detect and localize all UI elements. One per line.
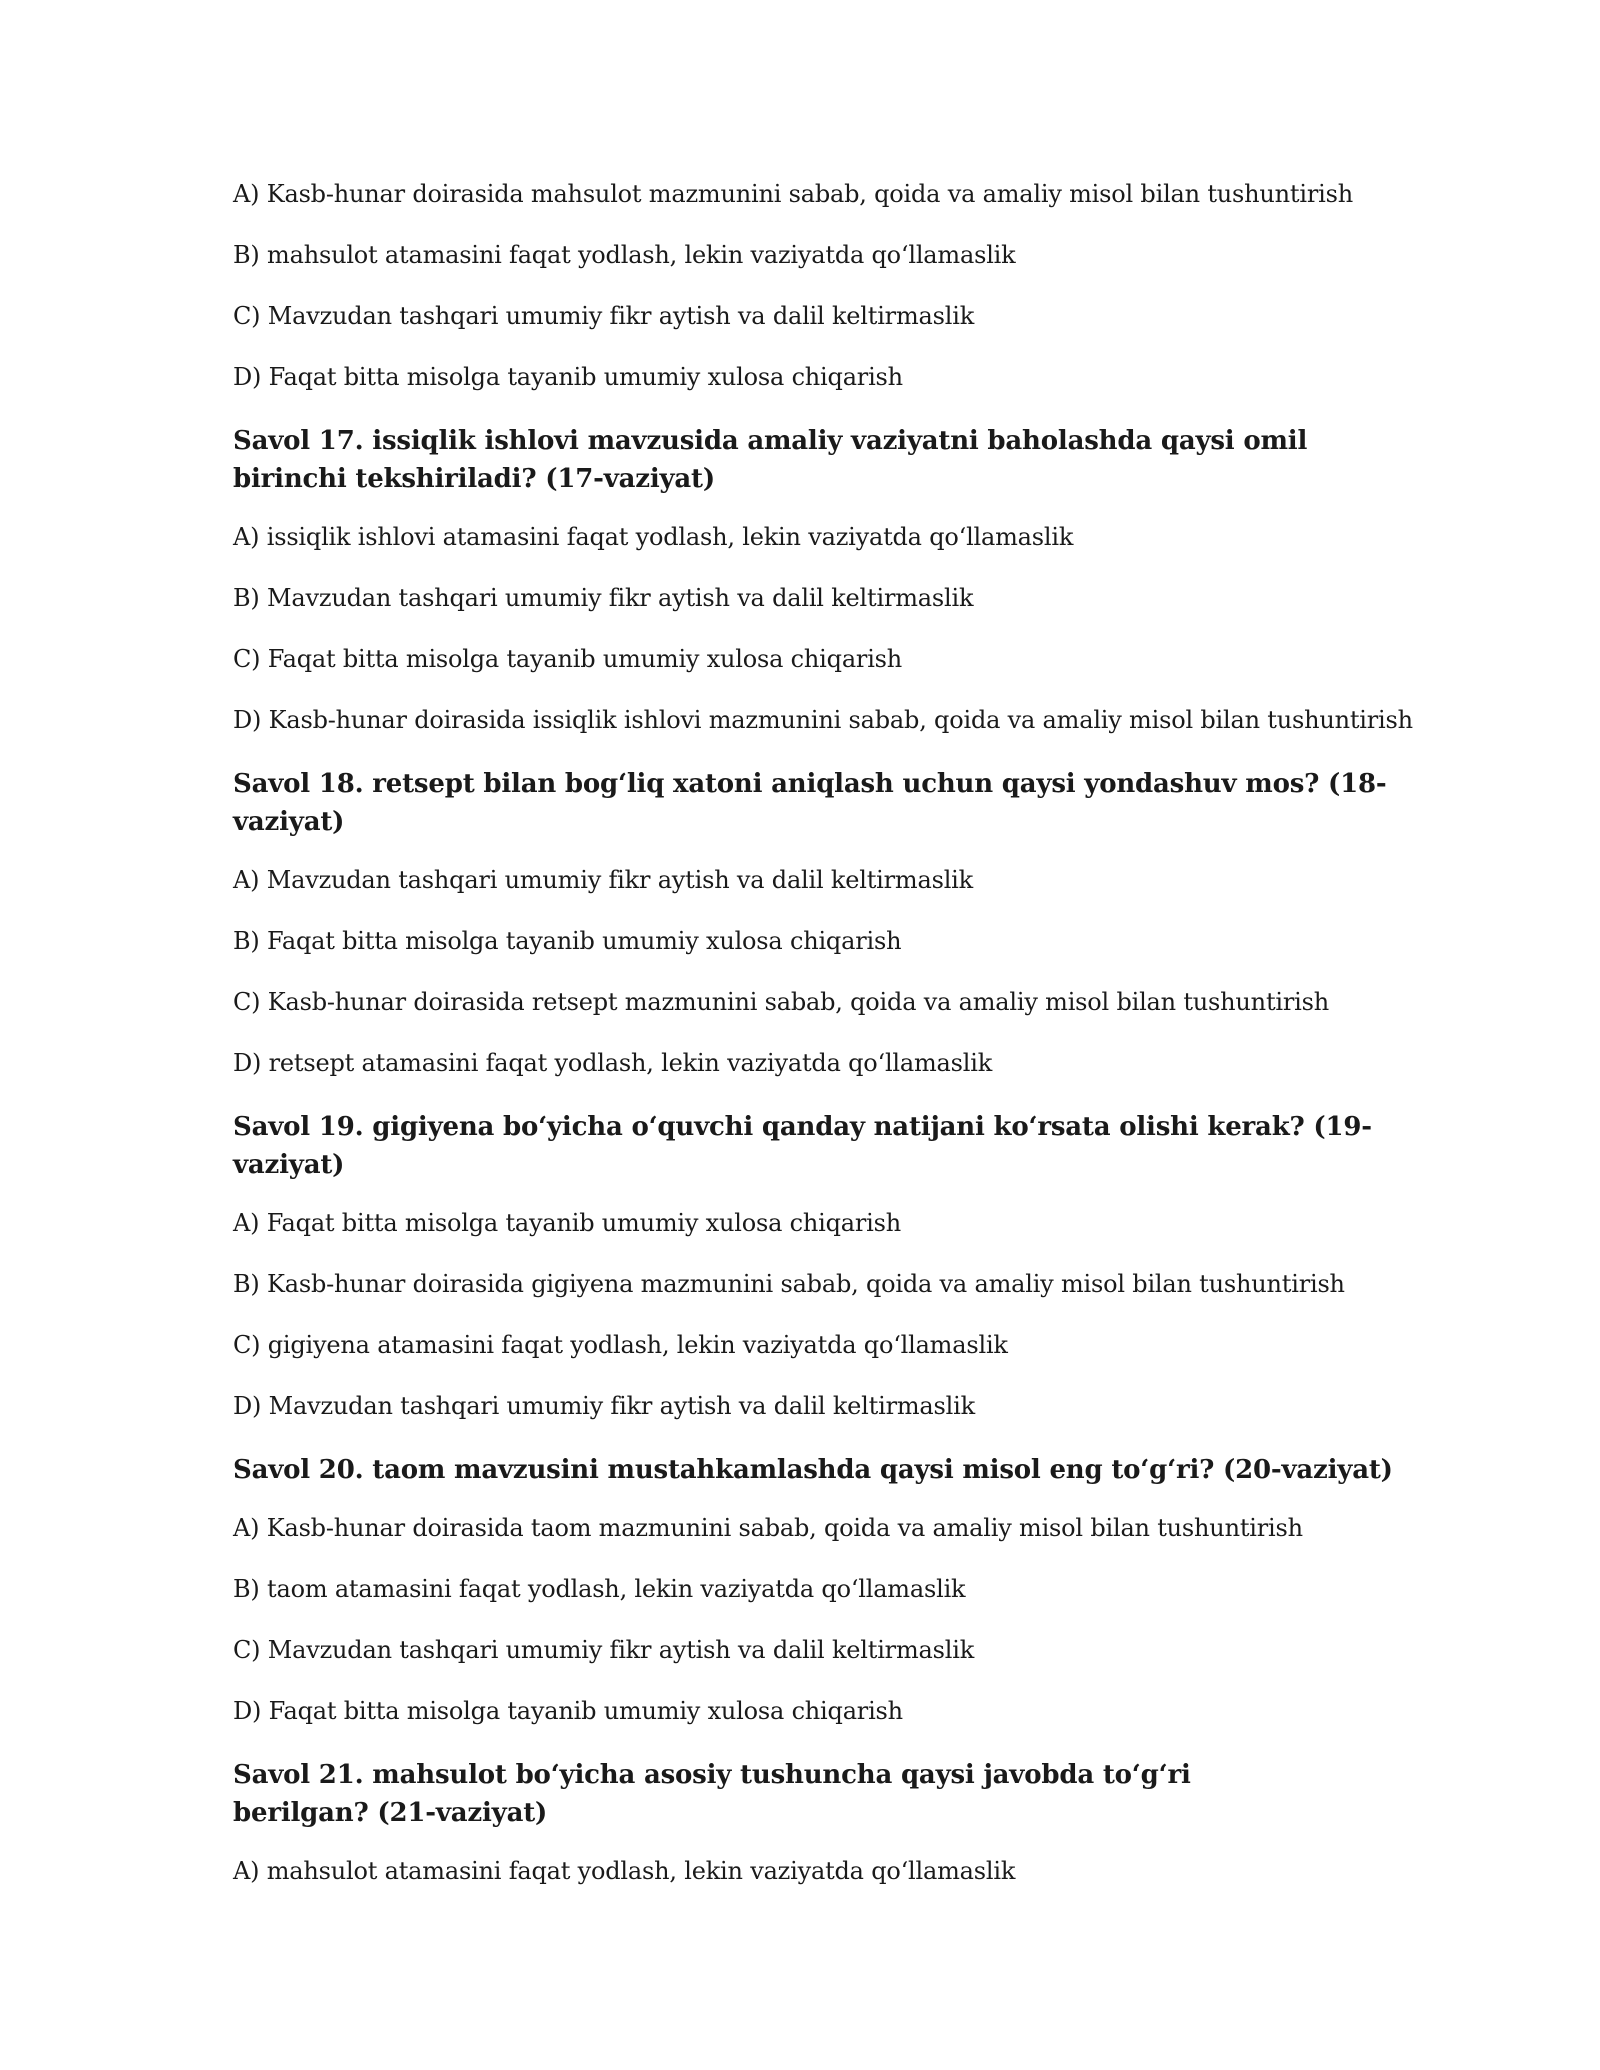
answer-option: D) Kasb-hunar doirasida issiqlik ishlovi mazmunini sabab, qoida va amaliy misol bilan tushuntirish	[233, 706, 1413, 734]
answer-option: C) Faqat bitta misolga tayanib umumiy xulosa chiqarish	[233, 645, 903, 673]
question-heading: Savol 18. retsept bilan bog‘liq xatoni aniqlash uchun qaysi yondashuv mos? (18-vaziyat)	[233, 769, 1387, 837]
question-heading: Savol 19. gigiyena bo‘yicha o‘quvchi qanday natijani ko‘rsata olishi kerak? (19-vaziyat)	[233, 1112, 1372, 1180]
answer-option: C) Kasb-hunar doirasida retsept mazmunini sabab, qoida va amaliy misol bilan tushuntirish	[233, 988, 1329, 1016]
answer-option: D) Faqat bitta misolga tayanib umumiy xulosa chiqarish	[233, 363, 903, 391]
answer-option: B) taom atamasini faqat yodlash, lekin vaziyatda qo‘llamaslik	[233, 1575, 966, 1603]
question-heading: Savol 20. taom mavzusini mustahkamlashda qaysi misol eng to‘g‘ri? (20-vaziyat)	[233, 1455, 1393, 1485]
question-heading: Savol 17. issiqlik ishlovi mavzusida amaliy vaziyatni baholashda qaysi omil birinchi tekshiriladi? (17-vaziyat)	[233, 426, 1308, 494]
answer-option: A) Faqat bitta misolga tayanib umumiy xulosa chiqarish	[233, 1209, 902, 1237]
answer-option: D) Mavzudan tashqari umumiy fikr aytish va dalil keltirmaslik	[233, 1392, 975, 1420]
answer-option: B) Mavzudan tashqari umumiy fikr aytish va dalil keltirmaslik	[233, 584, 974, 612]
answer-option: A) Kasb-hunar doirasida mahsulot mazmunini sabab, qoida va amaliy misol bilan tushuntirish	[233, 180, 1353, 208]
answer-option: C) Mavzudan tashqari umumiy fikr aytish va dalil keltirmaslik	[233, 1636, 975, 1664]
answer-option: A) Mavzudan tashqari umumiy fikr aytish va dalil keltirmaslik	[233, 866, 974, 894]
answer-option: A) mahsulot atamasini faqat yodlash, lekin vaziyatda qo‘llamaslik	[233, 1857, 1016, 1885]
document-page	[233, 178, 1413, 1916]
answer-option: A) Kasb-hunar doirasida taom mazmunini sabab, qoida va amaliy misol bilan tushuntirish	[233, 1514, 1303, 1542]
question-heading: Savol 21. mahsulot bo‘yicha asosiy tushuncha qaysi javobda to‘g‘ri berilgan? (21-vaziyat)	[233, 1760, 1191, 1828]
answer-option: A) issiqlik ishlovi atamasini faqat yodlash, lekin vaziyatda qo‘llamaslik	[233, 523, 1074, 551]
answer-option: B) Faqat bitta misolga tayanib umumiy xulosa chiqarish	[233, 927, 902, 955]
answer-option: C) gigiyena atamasini faqat yodlash, lekin vaziyatda qo‘llamaslik	[233, 1331, 1008, 1359]
answer-option: B) Kasb-hunar doirasida gigiyena mazmunini sabab, qoida va amaliy misol bilan tushuntirish	[233, 1270, 1345, 1298]
answer-option: D) Faqat bitta misolga tayanib umumiy xulosa chiqarish	[233, 1697, 903, 1725]
answer-option: B) mahsulot atamasini faqat yodlash, lekin vaziyatda qo‘llamaslik	[233, 241, 1016, 269]
answer-option: C) Mavzudan tashqari umumiy fikr aytish va dalil keltirmaslik	[233, 302, 975, 330]
answer-option: D) retsept atamasini faqat yodlash, lekin vaziyatda qo‘llamaslik	[233, 1049, 993, 1077]
